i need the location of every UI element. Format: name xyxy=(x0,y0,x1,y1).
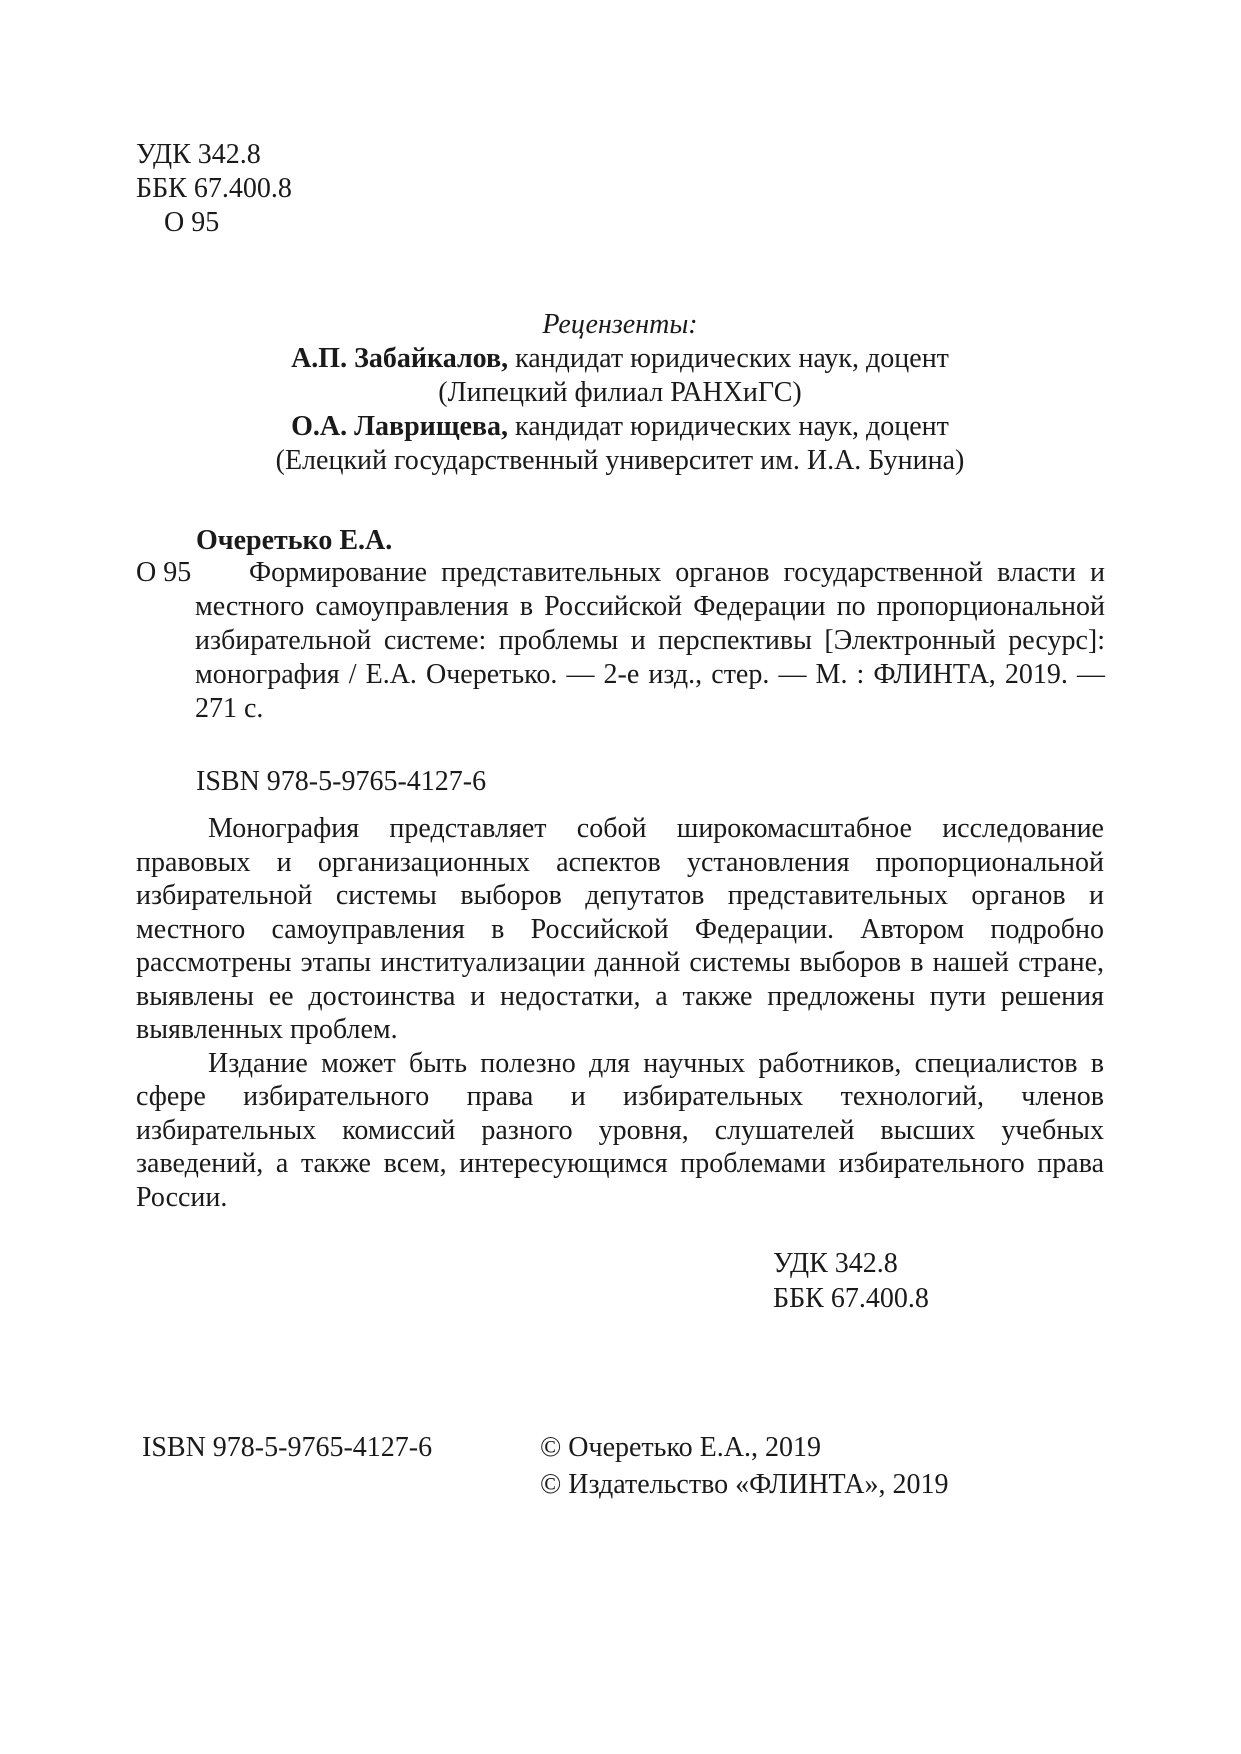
reviewer-credentials: кандидат юридических наук, доцент xyxy=(508,343,949,374)
catalog-description: Формирование представительных органов государственной власти и местного самоуправления в Российской Федерации по пропорциональной избирательной системе: проблемы и перспективы [Электронный ресурс]: монография / Е.А. Очеретько. — 2-е изд., стер. — М. : ФЛИНТА, 2019. — 271 с. xyxy=(195,557,1105,724)
annotation-paragraph: Монография представляет собой широкомасштабное исследование правовых и организационных аспектов установления пропорциональной избирательной системы выборов депутатов представительных органов и местного самоуправления в Российской Федерации. Автором подробно рассмотрены этапы институализации данной системы выборов в нашей стране, выявлены ее достоинства и недостатки, а также предложены пути решения выявленных проблем. xyxy=(136,813,1104,1045)
bbk-code-top: ББК 67.400.8 xyxy=(136,173,292,204)
catalog-author-heading: Очеретько Е.А. xyxy=(196,525,393,556)
author-mark-top: О 95 xyxy=(164,207,220,238)
udk-code-bottom: УДК 342.8 xyxy=(773,1248,898,1279)
reviewer-credentials: кандидат юридических наук, доцент xyxy=(508,411,949,442)
reviewers-heading: Рецензенты: xyxy=(542,309,698,340)
copyright-isbn: ISBN 978-5-9765-4127-6 xyxy=(142,1432,433,1463)
reviewer-name: О.А. Лаврищева, xyxy=(291,411,509,442)
catalog-isbn: ISBN 978-5-9765-4127-6 xyxy=(196,766,487,797)
reviewer-name: А.П. Забайкалов, xyxy=(291,343,509,374)
reviewer-line xyxy=(136,342,1104,376)
catalog-author-mark: О 95 xyxy=(136,557,192,588)
bbk-code-bottom: ББК 67.400.8 xyxy=(773,1283,929,1314)
copyright-publisher: © Издательство «ФЛИНТА», 2019 xyxy=(540,1469,949,1500)
annotation xyxy=(136,812,1104,1214)
reviewer-organization: (Липецкий филиал РАНХиГС) xyxy=(438,377,802,408)
reviewer-line xyxy=(136,410,1104,444)
copyright-author: © Очеретько Е.А., 2019 xyxy=(540,1432,821,1463)
reviewer-organization: (Елецкий государственный университет им. И.А. Бунина) xyxy=(275,445,965,476)
annotation-paragraph: Издание может быть полезно для научных работников, специалистов в сфере избирательного права и избирательных технологий, членов избирательных комиссий разного уровня, слушателей высших учебных заведений, а также всем, интересующимся проблемами избирательного права России. xyxy=(136,1047,1104,1213)
udk-code-top: УДК 342.8 xyxy=(136,139,261,170)
